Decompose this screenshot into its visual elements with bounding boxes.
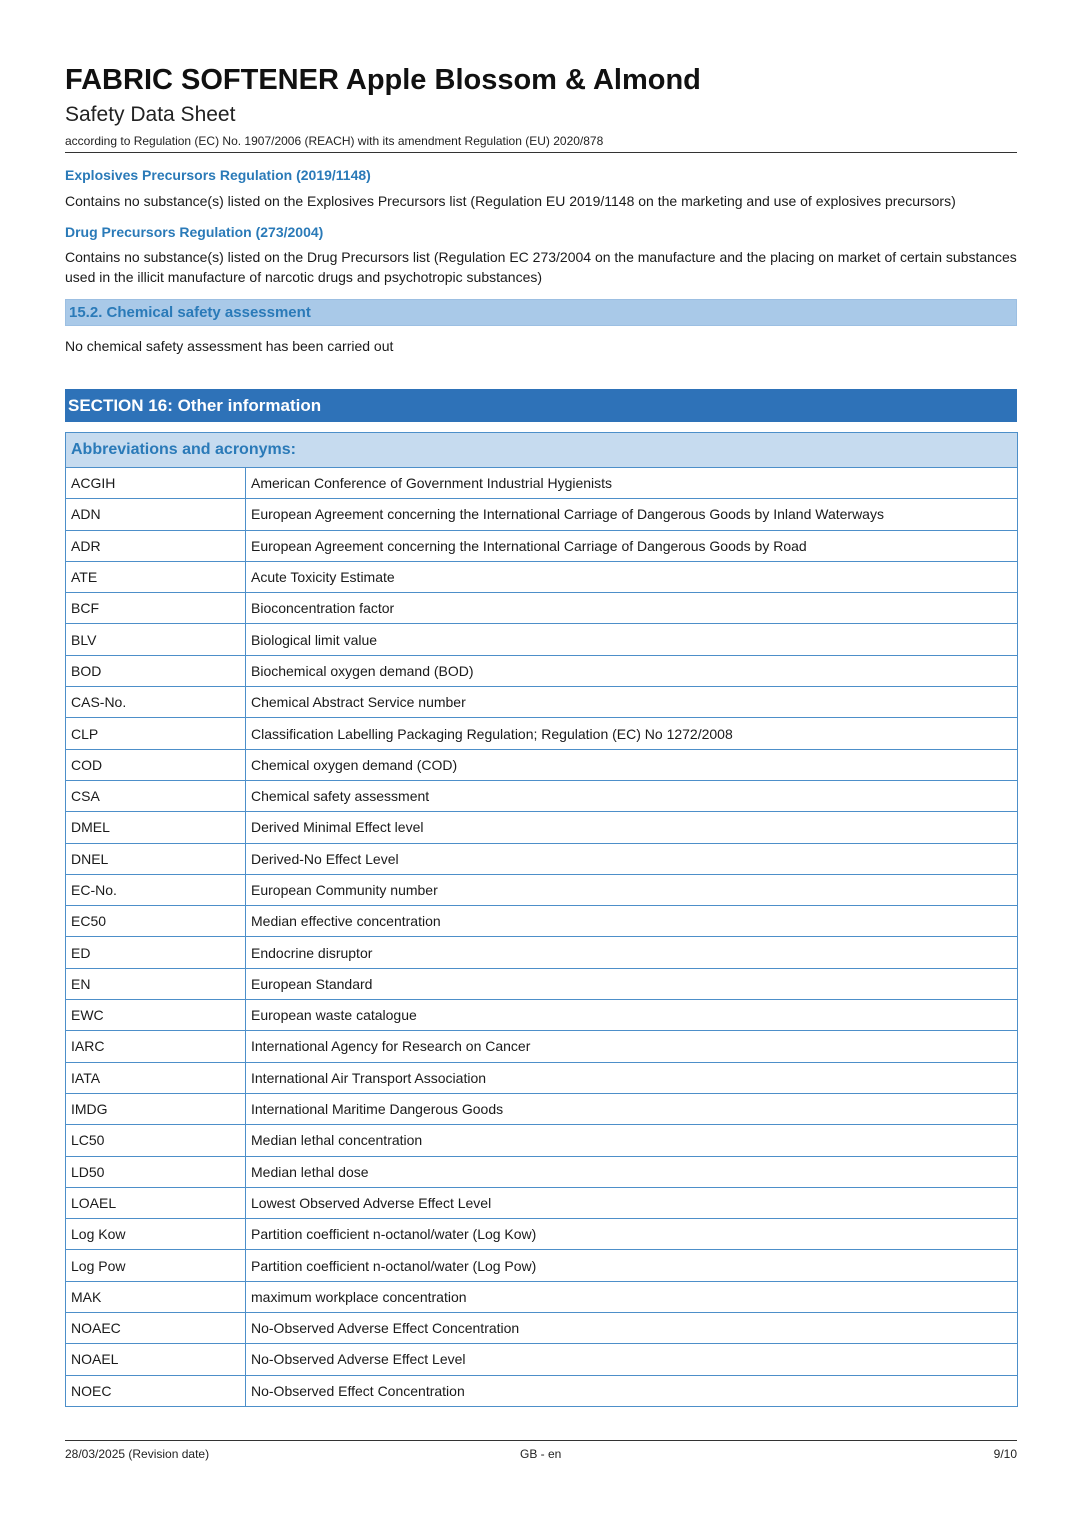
csa-heading: 15.2. Chemical safety assessment bbox=[69, 304, 311, 321]
table-row bbox=[66, 499, 1018, 530]
abbreviation-cell: EC-No. bbox=[66, 874, 246, 905]
table-row bbox=[66, 1187, 1018, 1218]
table-row bbox=[66, 624, 1018, 655]
abbreviation-cell: COD bbox=[66, 749, 246, 780]
abbreviation-cell: Log Pow bbox=[66, 1250, 246, 1281]
meaning-cell: European Community number bbox=[246, 874, 1018, 905]
table-row bbox=[66, 906, 1018, 937]
meaning-cell: Derived-No Effect Level bbox=[246, 843, 1018, 874]
meaning-cell: Classification Labelling Packaging Regulation; Regulation (EC) No 1272/2008 bbox=[246, 718, 1018, 749]
section-16-bar bbox=[65, 389, 1017, 422]
table-row bbox=[66, 780, 1018, 811]
drugs-text: Contains no substance(s) listed on the Drug Precursors list (Regulation EC 273/2004 on the manufacture and the placing on market of certain substances used in the illicit manufacture of narcotic drugs and psychotropic substances) bbox=[65, 249, 1017, 285]
abbreviation-cell: BOD bbox=[66, 655, 246, 686]
abbreviation-cell: DMEL bbox=[66, 812, 246, 843]
abbreviation-cell: ACGIH bbox=[66, 468, 246, 499]
table-row bbox=[66, 1219, 1018, 1250]
footer-revision-date: 28/03/2025 (Revision date) bbox=[65, 1447, 210, 1461]
meaning-cell: Median lethal dose bbox=[246, 1156, 1018, 1187]
csa-text: No chemical safety assessment has been carried out bbox=[65, 338, 394, 354]
table-row bbox=[66, 1031, 1018, 1062]
table-row bbox=[66, 468, 1018, 499]
meaning-cell: No-Observed Effect Concentration bbox=[246, 1375, 1018, 1406]
abbreviation-cell: Log Kow bbox=[66, 1219, 246, 1250]
table-header-row bbox=[66, 433, 1018, 468]
abbreviation-cell: EC50 bbox=[66, 906, 246, 937]
abbreviation-cell: IARC bbox=[66, 1031, 246, 1062]
meaning-cell: International Maritime Dangerous Goods bbox=[246, 1093, 1018, 1124]
abbreviation-cell: ADR bbox=[66, 530, 246, 561]
explosives-text: Contains no substance(s) listed on the Explosives Precursors list (Regulation EU 2019/1148 on the marketing and use of explosives precursors) bbox=[65, 193, 956, 209]
table-row bbox=[66, 718, 1018, 749]
table-row bbox=[66, 1281, 1018, 1312]
table-row bbox=[66, 843, 1018, 874]
abbreviation-cell: LOAEL bbox=[66, 1187, 246, 1218]
meaning-cell: Acute Toxicity Estimate bbox=[246, 561, 1018, 592]
table-row bbox=[66, 1344, 1018, 1375]
table-row bbox=[66, 968, 1018, 999]
table-row bbox=[66, 561, 1018, 592]
meaning-cell: maximum workplace concentration bbox=[246, 1281, 1018, 1312]
table-row bbox=[66, 1000, 1018, 1031]
abbreviations-heading: Abbreviations and acronyms: bbox=[66, 433, 1018, 468]
abbreviation-cell: CAS-No. bbox=[66, 687, 246, 718]
table-row bbox=[66, 1375, 1018, 1406]
meaning-cell: International Agency for Research on Cancer bbox=[246, 1031, 1018, 1062]
abbreviation-cell: EN bbox=[66, 968, 246, 999]
footer-divider bbox=[65, 1440, 1017, 1441]
abbreviation-cell: DNEL bbox=[66, 843, 246, 874]
meaning-cell: Endocrine disruptor bbox=[246, 937, 1018, 968]
document-title: FABRIC SOFTENER Apple Blossom & Almond bbox=[65, 64, 701, 96]
abbreviation-cell: NOAEC bbox=[66, 1313, 246, 1344]
drugs-heading: Drug Precursors Regulation (273/2004) bbox=[65, 224, 324, 240]
meaning-cell: European Standard bbox=[246, 968, 1018, 999]
meaning-cell: European waste catalogue bbox=[246, 1000, 1018, 1031]
meaning-cell: No-Observed Adverse Effect Concentration bbox=[246, 1313, 1018, 1344]
abbreviation-cell: LD50 bbox=[66, 1156, 246, 1187]
abbreviation-cell: LC50 bbox=[66, 1125, 246, 1156]
footer-locale: GB - en bbox=[520, 1447, 562, 1461]
document-subtitle: Safety Data Sheet bbox=[65, 103, 236, 126]
table-row bbox=[66, 530, 1018, 561]
abbreviations-body bbox=[66, 468, 1018, 1407]
abbreviation-cell: NOEC bbox=[66, 1375, 246, 1406]
table-row bbox=[66, 874, 1018, 905]
abbreviation-cell: CSA bbox=[66, 780, 246, 811]
meaning-cell: Biochemical oxygen demand (BOD) bbox=[246, 655, 1018, 686]
table-row bbox=[66, 687, 1018, 718]
meaning-cell: Chemical oxygen demand (COD) bbox=[246, 749, 1018, 780]
meaning-cell: Bioconcentration factor bbox=[246, 593, 1018, 624]
abbreviation-cell: BLV bbox=[66, 624, 246, 655]
abbreviation-cell: CLP bbox=[66, 718, 246, 749]
abbreviations-table bbox=[65, 432, 1018, 1407]
abbreviation-cell: BCF bbox=[66, 593, 246, 624]
table-row bbox=[66, 1156, 1018, 1187]
abbreviation-cell: EWC bbox=[66, 1000, 246, 1031]
table-row bbox=[66, 749, 1018, 780]
meaning-cell: No-Observed Adverse Effect Level bbox=[246, 1344, 1018, 1375]
table-row bbox=[66, 1062, 1018, 1093]
meaning-cell: American Conference of Government Industrial Hygienists bbox=[246, 468, 1018, 499]
header-divider bbox=[65, 152, 1017, 153]
meaning-cell: Partition coefficient n-octanol/water (Log Kow) bbox=[246, 1219, 1018, 1250]
csa-heading-bar bbox=[65, 299, 1017, 326]
explosives-heading: Explosives Precursors Regulation (2019/1148) bbox=[65, 167, 371, 183]
footer-page-number: 9/10 bbox=[993, 1447, 1017, 1461]
abbreviation-cell: NOAEL bbox=[66, 1344, 246, 1375]
section-16-heading: SECTION 16: Other information bbox=[68, 396, 322, 415]
abbreviation-cell: IATA bbox=[66, 1062, 246, 1093]
table-row bbox=[66, 655, 1018, 686]
meaning-cell: Median effective concentration bbox=[246, 906, 1018, 937]
meaning-cell: Median lethal concentration bbox=[246, 1125, 1018, 1156]
meaning-cell: Lowest Observed Adverse Effect Level bbox=[246, 1187, 1018, 1218]
abbreviation-cell: IMDG bbox=[66, 1093, 246, 1124]
table-row bbox=[66, 1313, 1018, 1344]
table-row bbox=[66, 1250, 1018, 1281]
meaning-cell: International Air Transport Association bbox=[246, 1062, 1018, 1093]
table-row bbox=[66, 593, 1018, 624]
meaning-cell: Partition coefficient n-octanol/water (Log Pow) bbox=[246, 1250, 1018, 1281]
table-row bbox=[66, 1093, 1018, 1124]
meaning-cell: Biological limit value bbox=[246, 624, 1018, 655]
table-row bbox=[66, 937, 1018, 968]
meaning-cell: Chemical Abstract Service number bbox=[246, 687, 1018, 718]
abbreviation-cell: ED bbox=[66, 937, 246, 968]
meaning-cell: European Agreement concerning the International Carriage of Dangerous Goods by Road bbox=[246, 530, 1018, 561]
table-row bbox=[66, 1125, 1018, 1156]
regulation-note: according to Regulation (EC) No. 1907/2006 (REACH) with its amendment Regulation (EU) 2020/878 bbox=[65, 134, 604, 148]
abbreviation-cell: MAK bbox=[66, 1281, 246, 1312]
abbreviation-cell: ADN bbox=[66, 499, 246, 530]
table-row bbox=[66, 812, 1018, 843]
meaning-cell: Chemical safety assessment bbox=[246, 780, 1018, 811]
abbreviation-cell: ATE bbox=[66, 561, 246, 592]
meaning-cell: European Agreement concerning the International Carriage of Dangerous Goods by Inland Waterways bbox=[246, 499, 1018, 530]
meaning-cell: Derived Minimal Effect level bbox=[246, 812, 1018, 843]
